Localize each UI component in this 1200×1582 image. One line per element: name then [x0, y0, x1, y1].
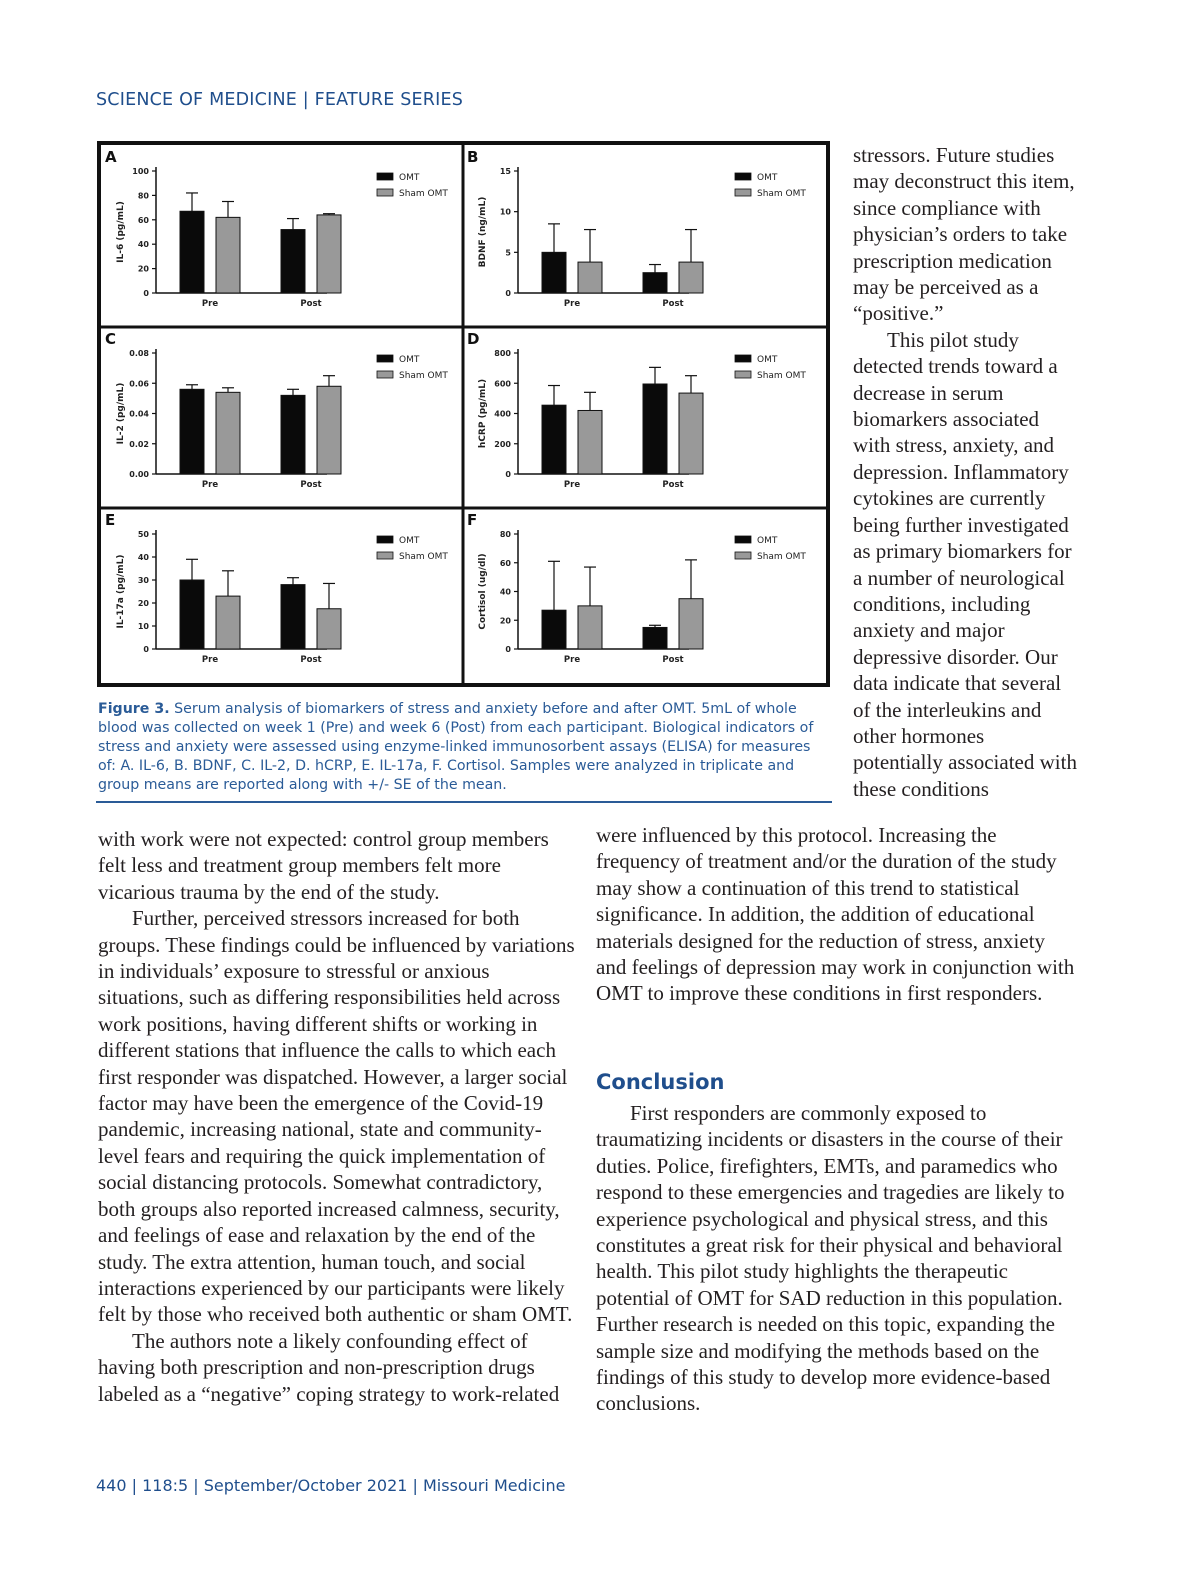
bar [281, 395, 305, 474]
y-tick-label: 0 [505, 289, 511, 298]
panel-letter: A [105, 148, 117, 166]
panel-letter: B [467, 148, 479, 166]
x-tick-label: Pre [201, 299, 219, 309]
x-tick-label: Pre [563, 655, 581, 665]
bar [542, 405, 566, 474]
y-axis-label: IL-2 (pg/mL) [116, 382, 126, 445]
bar [643, 384, 667, 474]
y-tick-label: 20 [137, 599, 149, 608]
right-column [596, 822, 1076, 1007]
bar [216, 596, 240, 649]
y-tick-label: 0 [143, 289, 149, 298]
y-tick-label: 60 [137, 215, 149, 225]
bar [679, 393, 703, 474]
bar [578, 262, 602, 293]
y-axis-label: hCRP (pg/mL) [478, 378, 488, 449]
legend-label: OMT [757, 173, 778, 183]
y-tick-label: 5 [505, 248, 511, 258]
paragraph: First responders are commonly exposed to traumatizing incidents or disasters in the course of their duties. Police, firefighters, EMTs, and paramedics who respond to these emergencies and tragedies are likely to experience psychological and physical stress, and this constitutes a great risk for their physical and behavioral health. This pilot study highlights the therapeutic potential of OMT for SAD reduction in this population. Further research is needed on this topic, expanding the sample size and modifying the methods based on the findings of this study to develop more evidence-based conclusions. [596, 1101, 1065, 1416]
legend-swatch [735, 536, 751, 543]
page-footer: 440 | 118:5 | September/October 2021 | Missouri Medicine [96, 1476, 566, 1495]
legend-swatch [377, 371, 393, 378]
legend-swatch [735, 355, 751, 362]
figure-3-charts [101, 145, 826, 683]
x-tick-label: Post [300, 655, 322, 665]
y-tick-label: 0 [143, 645, 149, 654]
x-tick-label: Pre [201, 655, 219, 665]
y-tick-label: 40 [137, 553, 149, 562]
legend-swatch [377, 536, 393, 543]
x-tick-label: Pre [563, 299, 581, 309]
conclusion-heading: Conclusion [596, 1070, 725, 1094]
legend-swatch [735, 189, 751, 196]
conclusion-body [596, 1100, 1076, 1417]
legend-label: OMT [399, 355, 420, 365]
legend-swatch [377, 355, 393, 362]
legend-label: OMT [399, 173, 420, 183]
left-column [98, 826, 578, 1407]
paragraph: The authors note a likely confounding effect of having both prescription and non-prescription drugs labeled as a “negative” coping strategy to work-related [98, 1328, 560, 1406]
y-tick-label: 50 [137, 530, 149, 539]
legend-swatch [735, 552, 751, 559]
x-tick-label: Post [300, 480, 322, 490]
x-tick-label: Post [300, 299, 322, 309]
y-tick-label: 10 [499, 207, 511, 217]
x-tick-label: Pre [563, 480, 581, 490]
y-axis-label: IL-6 (pg/mL) [116, 201, 126, 263]
legend-label: Sham OMT [399, 371, 448, 381]
legend-swatch [377, 552, 393, 559]
bar [216, 392, 240, 474]
y-tick-label: 40 [137, 240, 149, 250]
bar [542, 252, 566, 293]
y-tick-label: 60 [499, 558, 511, 568]
bar [643, 627, 667, 649]
x-tick-label: Post [662, 655, 684, 665]
y-tick-label: 80 [137, 191, 149, 201]
y-axis-label: IL-17a (pg/mL) [116, 554, 126, 629]
y-tick-label: 100 [132, 167, 149, 176]
bar [679, 599, 703, 649]
y-tick-label: 600 [494, 379, 511, 389]
legend-label: Sham OMT [757, 552, 806, 562]
bar [317, 386, 341, 474]
y-axis-label: Cortisol (ug/dl) [478, 553, 488, 630]
y-tick-label: 800 [494, 349, 511, 358]
panel-letter: E [105, 511, 116, 529]
legend-label: OMT [757, 536, 778, 546]
y-tick-label: 400 [494, 409, 511, 419]
bar [281, 585, 305, 649]
legend-label: Sham OMT [757, 371, 806, 381]
caption-text: Serum analysis of biomarkers of stress and anxiety before and after OMT. 5mL of whole blood was collected on week 1 (Pre) and week 6 (Post) from each participant. Biological indicators of stress and anxiety were assessed using enzyme-linked immunosorbent assays (ELISA) for measures of: A. IL-6, B. BDNF, C. IL-2, D. hCRP, E. IL-17a, F. Cortisol. Samples were analyzed in triplicate and group means are reported along with +/- SE of the mean. [98, 701, 814, 793]
bar [216, 217, 240, 293]
paragraph: with work were not expected: control group members felt less and treatment group members felt more vicarious trauma by the end of the study. [98, 827, 549, 904]
x-tick-label: Post [662, 480, 684, 490]
bar [643, 273, 667, 293]
legend-swatch [377, 189, 393, 196]
panel-letter: D [467, 330, 480, 348]
y-tick-label: 80 [499, 530, 511, 539]
bar [679, 262, 703, 293]
bar [317, 215, 341, 293]
legend-label: Sham OMT [399, 189, 448, 199]
y-tick-label: 0.04 [129, 409, 149, 419]
x-tick-label: Pre [201, 480, 219, 490]
legend-label: OMT [757, 355, 778, 365]
y-tick-label: 20 [499, 616, 511, 626]
y-tick-label: 0 [505, 470, 511, 479]
bar [281, 230, 305, 293]
y-tick-label: 200 [494, 439, 511, 449]
legend-swatch [735, 371, 751, 378]
y-tick-label: 15 [499, 167, 511, 176]
y-tick-label: 10 [137, 622, 149, 631]
figure-3 [97, 141, 830, 687]
y-tick-label: 0.00 [129, 470, 149, 479]
x-tick-label: Post [662, 299, 684, 309]
y-tick-label: 0.06 [129, 379, 149, 389]
panel-letter: C [105, 330, 117, 348]
y-tick-label: 20 [137, 264, 149, 274]
legend-swatch [377, 173, 393, 180]
bar [542, 610, 566, 649]
panel-letter: F [467, 511, 478, 529]
y-tick-label: 0.08 [129, 349, 149, 358]
running-head: SCIENCE OF MEDICINE | FEATURE SERIES [96, 90, 464, 110]
legend-label: Sham OMT [399, 552, 448, 562]
y-axis-label: BDNF (ng/mL) [478, 196, 488, 268]
caption-rule [96, 801, 832, 803]
y-tick-label: 0.02 [129, 439, 149, 449]
y-tick-label: 40 [499, 587, 511, 597]
bar [578, 410, 602, 474]
paragraph: Further, perceived stressors increased for both groups. These findings could be influenced by variations in individuals’ exposure to stressful or anxious situations, such as differing responsibilities held across work positions, having different shifts or working in different stations that influence the calls to which each first responder was dispatched. However, a larger social factor may have been the emergence of the Covid-19 pandemic, increasing national, state and community-level fears and requiring the quick implementation of social distancing protocols. Somewhat contradictory, both groups also reported increased calmness, security, and feelings of ease and relaxation by the end of the study. The extra attention, human touch, and social interactions experienced by our participants were likely felt by those who received both authentic or sham OMT. [98, 906, 575, 1327]
bar [317, 609, 341, 649]
legend-label: OMT [399, 536, 420, 546]
bar [180, 580, 204, 649]
bar [578, 606, 602, 649]
paragraph: This pilot study detected trends toward a decrease in serum biomarkers associated with stress, anxiety, and depression. Inflammatory cytokines are currently being further investigated as primary biomarkers for a number of neurological conditions, including anxiety and major depressive disorder. Our data indicate that several of the interleukins and other hormones potentially associated with these conditions [853, 327, 1077, 801]
y-tick-label: 30 [137, 576, 149, 585]
caption-label: Figure 3. [98, 701, 170, 717]
figure-caption [98, 700, 828, 795]
paragraph: were influenced by this protocol. Increasing the frequency of treatment and/or the duration of the study may show a continuation of this trend to statistical significance. In addition, the addition of educational materials designed for the reduction of stress, anxiety and feelings of depression may work in conjunction with OMT to improve these conditions in first responders. [596, 823, 1075, 1006]
bar [180, 211, 204, 293]
paragraph: stressors. Future studies may deconstruct this item, since compliance with physician’s orders to take prescription medication may be perceived as a “positive.” [853, 143, 1075, 326]
y-tick-label: 0 [505, 645, 511, 654]
legend-swatch [735, 173, 751, 180]
legend-label: Sham OMT [757, 189, 806, 199]
right-column-top [853, 142, 1078, 802]
bar [180, 389, 204, 474]
